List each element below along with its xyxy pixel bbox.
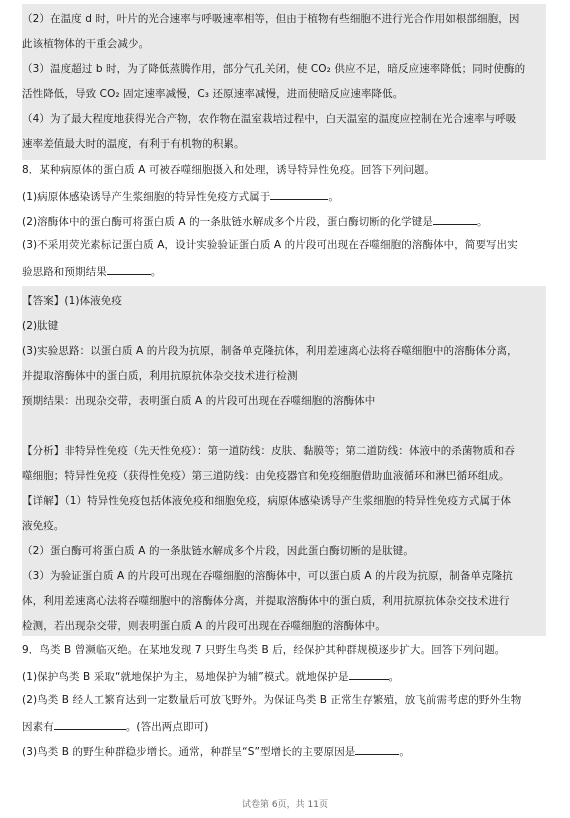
question-8-sub-1-end: 。 [328,191,339,203]
question-9-sub-3-text: (3)鸟类 B 的野生种群稳步增长。通常，种群呈“S”型增长的主要原因是 [22,746,356,758]
question-8-sub-2-text: (2)溶酶体中的蛋白酶可将蛋白质 A 的一条肽链水解成多个片段，蛋白酶切断的化学键是 [22,216,433,228]
answer-7-line-3: （3）温度超过 b 时，为了降低蒸腾作用，部分气孔关闭，使 CO₂ 供应不足，暗反应速率降低；同时使酶的 [22,63,526,75]
answer-8-l13: 检测，若出现杂交带，则表明蛋白质 A 的片段可出现在吞噬细胞的溶酶体中。 [22,620,386,632]
answer-7-line-4: 活性降低，导致 CO₂ 固定速率减慢，C₃ 还原速率减慢，进而使暗反应速率降低。 [22,88,404,100]
question-9-sub-2-end: 。(答出两点即可) [125,721,209,733]
answer-8-l4: 并提取溶酶体中的蛋白质，利用抗原抗体杂交技术进行检测 [22,370,298,382]
answer-blank [270,188,328,200]
question-9-stem: 9．鸟类 B 曾濒临灭绝。在某地发现 7 只野生鸟类 B 后，经保护其种群规模逐步扩大。回答下列问题。 [22,644,506,656]
question-9-sub-2-line-2 [22,718,208,734]
answer-blank [355,743,399,755]
answer-8-l10: （2）蛋白酶可将蛋白质 A 的一条肽链水解成多个片段，因此蛋白酶切断的是肽键。 [22,545,414,557]
answer-7-line-5: （4）为了最大程度地获得光合产物，农作物在温室栽培过程中，白天温室的温度应控制在光合速率与呼吸 [22,113,517,125]
question-8-sub-1 [22,188,339,204]
question-9-sub-2-line-1: (2)鸟类 B 经人工繁育达到一定数量后可放飞野外。为保证鸟类 B 正常生存繁殖，放飞前需考虑的野外生物 [22,694,522,706]
answer-7-line-2: 此该植物体的干重会减少。 [22,38,150,50]
question-9-sub-1 [22,668,399,684]
question-9-sub-3 [22,743,410,759]
answer-blank [433,213,477,225]
answer-8-l3: (3)实验思路：以蛋白质 A 的片段为抗原，制备单克隆抗体，利用差速离心法将吞噬细胞中的溶酶体分离， [22,345,518,357]
question-8-stem: 8．某种病原体的蛋白质 A 可被吞噬细胞摄入和处理，诱导特异性免疫。回答下列问题。 [22,164,436,176]
answer-7-line-1: （2）在温度 d 时，叶片的光合速率与呼吸速率相等，但由于植物有些细胞不进行光合作用如根部细胞，因 [22,13,520,25]
question-8-sub-3-line-2 [22,263,161,279]
question-8-sub-3-end: 。 [150,266,162,278]
answer-8-l7: 噬细胞；特异性免疫（获得性免疫）第三道防线：由免疫器官和免疫细胞借助血液循环和淋巴循环组成。 [22,470,510,482]
answer-blank [54,718,126,730]
answer-blank [349,668,389,680]
answer-8-l6: 【分析】非特异性免疫（先天性免疫）：第一道防线：皮肤、黏膜等；第二道防线：体液中的杀菌物质和吞 [22,445,515,457]
question-9-sub-1-end: 。 [388,671,400,683]
question-8-sub-2-end: 。 [476,216,488,228]
question-8-sub-1-text: (1)病原体感染诱导产生浆细胞的特异性免疫方式属于 [22,191,271,203]
answer-8-l9: 液免疫。 [22,520,65,532]
answer-8-l2: (2)肽键 [22,320,59,332]
question-9-sub-2-text: 因素有 [22,721,54,733]
page-footer: 试卷第 6页，共 11页 [242,800,328,810]
question-9-sub-3-end: 。 [399,746,411,758]
question-8-sub-3-text: 验思路和预期结果 [22,266,107,278]
answer-8-l5: 预期结果：出现杂交带，表明蛋白质 A 的片段可出现在吞噬细胞的溶酶体中 [22,395,376,407]
answer-8-l8: 【详解】（1）特异性免疫包括体液免疫和细胞免疫，病原体感染诱导产生浆细胞的特异性免疫方式属于体 [22,495,512,507]
question-9-sub-1-text: (1)保护鸟类 B 采取“就地保护为主，易地保护为辅”模式。就地保护是 [22,671,349,683]
question-8-sub-2 [22,213,488,229]
question-8-sub-3-line-1: (3)不采用荧光素标记蛋白质 A，设计实验验证蛋白质 A 的片段可出现在吞噬细胞的溶酶体中，简要写出实 [22,239,518,251]
answer-8-l1: 【答案】(1)体液免疫 [22,295,122,307]
answer-8-l11: （3）为验证蛋白质 A 的片段可出现在吞噬细胞的溶酶体中，可以蛋白质 A 的片段为抗原，制备单克隆抗 [22,570,513,582]
answer-7-line-6: 速率差值最大时的温度，有利于有机物的积累。 [22,138,245,150]
answer-shade-8 [22,286,546,636]
answer-8-l12: 体，利用差速离心法将吞噬细胞中的溶酶体分离，并提取溶酶体中的蛋白质，利用抗原抗体杂交技术进行 [22,595,510,607]
answer-blank [107,263,151,275]
